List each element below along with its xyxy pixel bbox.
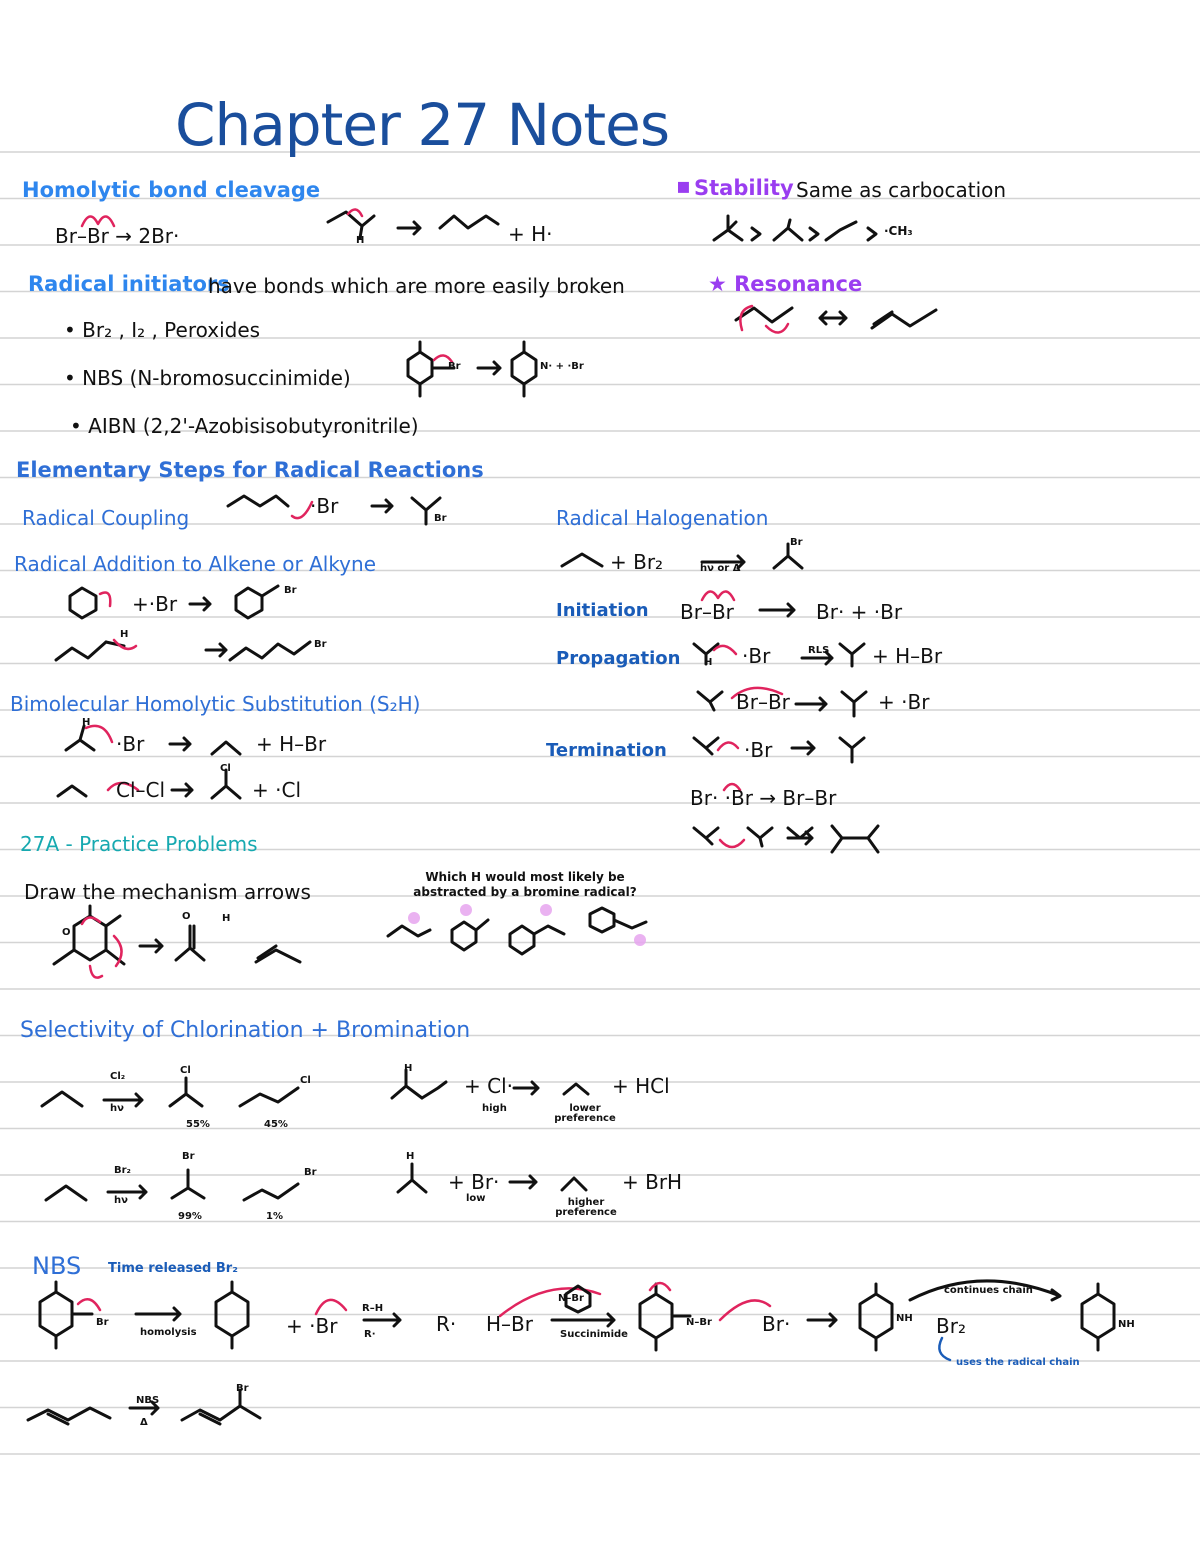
bimolecular-product1: + H–Br <box>256 732 327 756</box>
nbs-step1: homolysis <box>140 1327 197 1338</box>
addition-br-label: Br <box>284 585 297 596</box>
nbs-arrow-reagent: N–Br <box>558 1293 584 1304</box>
bullet-2: • NBS (N-bromosuccinimide) <box>64 366 351 390</box>
br-cond: hν <box>114 1195 128 1206</box>
bimolecular-heading: Bimolecular Homolytic Substitution (S₂H) <box>10 692 421 716</box>
nbs-br2: Br₂ <box>936 1314 966 1338</box>
addition-h-label: H <box>120 629 129 640</box>
nbs-br-rad: Br· <box>762 1312 791 1336</box>
prop1-reagent: ·Br <box>742 644 771 668</box>
resonance-heading: ★ Resonance <box>708 272 863 296</box>
practice-o2: O <box>182 911 191 922</box>
nbs-nh-final: NH <box>1118 1319 1135 1330</box>
stability-note: Same as carbocation <box>796 178 1007 202</box>
homolytic-h-label: H <box>356 235 365 246</box>
coupling-reagent-text: Br <box>316 494 339 518</box>
selectivity-heading: Selectivity of Chlorination + Bromination <box>20 1018 471 1043</box>
initiators-heading: Radical initiators <box>28 272 230 296</box>
homolytic-equation: Br–Br → 2Br· <box>55 224 180 248</box>
coupling-heading: Radical Coupling <box>22 506 190 530</box>
prop-rls: RLS <box>808 645 830 656</box>
bullet-3-text: AIBN (2,2'-Azobisisobutyronitrile) <box>88 414 419 438</box>
prop2-product: + ·Br <box>878 690 930 714</box>
practice-candidates <box>384 900 664 960</box>
stability-heading: Stability <box>694 176 794 200</box>
br-label-2: Br <box>304 1167 317 1178</box>
nbs-note: Time released Br₂ <box>108 1261 238 1276</box>
page-title: Chapter 27 Notes <box>175 91 670 159</box>
nbs-small-product: N· + ·Br <box>540 361 584 372</box>
nbs-succinimide: Succinimide <box>560 1329 628 1340</box>
homolytic-product: + H· <box>508 222 553 246</box>
cl-cond: hν <box>110 1103 124 1114</box>
nbs-heading: NBS <box>32 1252 82 1280</box>
term2: Br· ·Br → Br–Br <box>690 786 837 810</box>
br-right-note: low <box>466 1193 486 1204</box>
cl-label-2: Cl <box>300 1075 311 1086</box>
homolytic-heading: Homolytic bond cleavage <box>22 178 321 202</box>
prop1-reagent-text: Br <box>748 644 771 668</box>
practice-h: H <box>222 913 231 924</box>
nbs-nh: NH <box>896 1313 913 1324</box>
homolytic-arrows <box>78 208 118 228</box>
allylic-cond: Δ <box>140 1417 148 1428</box>
practice-heading: 27A - Practice Problems <box>20 832 258 856</box>
practice-prompt: Draw the mechanism arrows <box>24 880 311 904</box>
nbs-plus-br: + ·Br <box>286 1314 338 1338</box>
cl-h-label: H <box>404 1063 413 1074</box>
resonance-label: Resonance <box>734 272 863 296</box>
cl-pct-2: 45% <box>264 1119 288 1130</box>
coupling-reagent: ·Br <box>310 494 339 518</box>
br-right: + Br· <box>448 1170 500 1194</box>
practice-o: O <box>62 927 71 938</box>
br-pct-2: 1% <box>266 1211 283 1222</box>
nbs-reagent: R–H <box>362 1303 384 1314</box>
initiation-products: Br· + ·Br <box>816 600 903 624</box>
addition-reagent-text: Br <box>155 592 178 616</box>
addition-reagent: +·Br <box>132 592 178 616</box>
term1-reagent: ·Br <box>744 738 773 762</box>
cl-pct-1: 55% <box>186 1119 210 1130</box>
propagation-h: H <box>704 657 713 668</box>
coupling-scheme <box>228 488 468 528</box>
cl-right-product: + HCl <box>612 1074 670 1098</box>
bimolecular-reagent: ·Br <box>116 732 145 756</box>
propagation-label: Propagation <box>556 648 681 669</box>
allylic-br: Br <box>236 1383 249 1394</box>
halogenation-condition: hν or Δ <box>700 563 741 574</box>
halogenation-reagent: + Br₂ <box>610 550 664 574</box>
bullet-2-text: NBS (N-bromosuccinimide) <box>82 366 351 390</box>
initiation-arrows <box>698 586 818 626</box>
br-h-label: H <box>406 1151 415 1162</box>
initiation-eq: Br–Br <box>680 600 734 624</box>
nbs-n-br: Br <box>96 1317 109 1328</box>
bimolecular-h: H <box>82 717 91 728</box>
practice-mechanism <box>44 906 314 986</box>
bullet-3: • AIBN (2,2'-Azobisisobutyronitrile) <box>70 414 419 438</box>
termination-label: Termination <box>546 740 667 761</box>
nbs-succ-nbr: N–Br <box>686 1317 712 1328</box>
halogenation-br: Br <box>790 537 803 548</box>
br-label-1: Br <box>182 1151 195 1162</box>
nbs-small-br: Br <box>448 361 461 372</box>
halogenation-heading: Radical Halogenation <box>556 506 769 530</box>
stability-methyl: ·CH₃ <box>884 224 913 238</box>
nbs-top-arrow: continues chain <box>944 1285 1033 1296</box>
nbs-radical: R· <box>436 1312 457 1336</box>
cl-label-1: Cl <box>180 1065 191 1076</box>
prop2-reagent: Br–Br <box>736 690 790 714</box>
stability-order <box>714 216 954 246</box>
prop1-product: + H–Br <box>872 644 943 668</box>
cl-right-product-note: lower preference <box>554 1103 616 1124</box>
br-right-product-note: higher preference <box>555 1197 617 1218</box>
cl-right: + Cl· <box>464 1074 513 1098</box>
bimolecular-reagent2: Cl–Cl <box>116 778 166 802</box>
initiation-label: Initiation <box>556 600 649 621</box>
br-reagent: Br₂ <box>114 1165 131 1176</box>
stability-bullet: ▪ <box>676 174 691 199</box>
elementary-heading: Elementary Steps for Radical Reactions <box>16 458 484 482</box>
nbs-loop: uses the radical chain <box>956 1357 1080 1368</box>
bullet-1-text: Br₂ , I₂ , Peroxides <box>82 318 261 342</box>
bullet-1: • Br₂ , I₂ , Peroxides <box>64 318 261 342</box>
resonance-structures <box>736 300 956 340</box>
bimolecular-product2: + ·Cl <box>252 778 301 802</box>
cl-reagent: Cl₂ <box>110 1071 126 1082</box>
allylic-reagent: NBS <box>136 1395 160 1406</box>
bimolecular-reagent-text: Br <box>122 732 145 756</box>
term1-reagent-text: Br <box>750 738 773 762</box>
initiators-note: have bonds which are more easily broken <box>208 274 625 298</box>
br-right-product: + BrH <box>622 1170 683 1194</box>
coupling-product-label: Br <box>434 513 447 524</box>
addition-heading: Radical Addition to Alkene or Alkyne <box>14 552 377 576</box>
nbs-hbr: H–Br <box>486 1312 533 1336</box>
addition-br-label-2: Br <box>314 639 327 650</box>
bimolecular-cl-label: Cl <box>220 763 231 774</box>
nbs-reagent-sub: R· <box>364 1329 376 1340</box>
cl-right-note: high <box>482 1103 507 1114</box>
br-pct-1: 99% <box>178 1211 202 1222</box>
practice-question: Which H would most likely be abstracted by a bromine radical? <box>413 870 637 899</box>
